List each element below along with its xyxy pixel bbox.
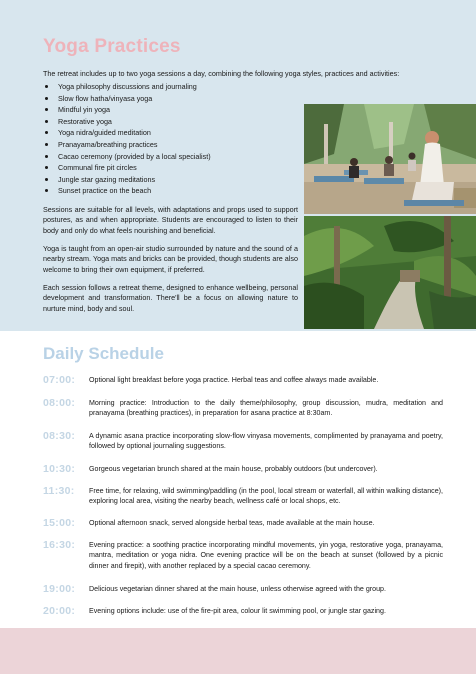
- list-item: Yoga philosophy discussions and journaling: [43, 81, 211, 93]
- schedule-text: Gorgeous vegetarian brunch shared at the main house, probably outdoors (but undercover).: [89, 465, 378, 473]
- schedule-text: Morning practice: Introduction to the daily theme/philosophy, group discussion, mudra, meditation and pranayama (breathing practices), in preparation for asana practice at 8:30am.: [89, 399, 443, 418]
- jungle-path-photo: [304, 216, 476, 329]
- practices-list: [43, 81, 211, 197]
- list-item: Restorative yoga: [43, 116, 211, 128]
- footer-band: [0, 628, 476, 674]
- schedule-time: 15:00:: [43, 517, 76, 529]
- schedule-text: Free time, for relaxing, wild swimming/paddling (in the pool, local stream or waterfall, all within walking distance), exploring local area, visiting the nearby beach, wellness café or local shops, etc.: [89, 487, 443, 506]
- schedule-time: 19:00:: [43, 583, 76, 595]
- list-item: Pranayama/breathing practices: [43, 139, 211, 151]
- schedule-time: 16:30:: [43, 539, 76, 551]
- list-item: Slow flow hatha/vinyasa yoga: [43, 93, 211, 105]
- schedule-text: Optional afternoon snack, served alongside herbal teas, made available at the main house.: [89, 519, 375, 527]
- yoga-studio-photo: [304, 104, 476, 214]
- schedule-time: 11:30:: [43, 485, 75, 497]
- practices-intro: The retreat includes up to two yoga sessions a day, combining the following yoga styles, practices and activities:: [43, 69, 400, 78]
- schedule-text: Evening options include: use of the fire-pit area, colour lit swimming pool, or jungle star gazing.: [89, 607, 386, 615]
- schedule-text: Evening practice: a soothing practice incorporating mindful movements, yin yoga, restorative yoga, pranayama, mantra, meditation or yoga nidra. One evening practice will be on the beach at sunset (followed by a picnic dinner and firepit), with another replaced by a special cacao ceremony.: [89, 541, 443, 570]
- studio-paragraph: Yoga is taught from an open-air studio surrounded by nature and the sound of a nearby stream. Yoga mats and bricks can be provided, though students are also welcome to bring their own equipment, if preferred.: [43, 244, 298, 274]
- theme-paragraph: Each session follows a retreat theme, designed to enhance wellbeing, personal development and transformation. There'll be a focus on allowing nature to nurture mind, body and soul.: [43, 283, 298, 313]
- schedule-time: 08:00:: [43, 397, 76, 409]
- list-item: Sunset practice on the beach: [43, 185, 211, 197]
- daily-schedule-heading: Daily Schedule: [43, 344, 164, 363]
- list-item: Mindful yin yoga: [43, 104, 211, 116]
- schedule-time: 08:30:: [43, 430, 76, 442]
- list-item: Yoga nidra/guided meditation: [43, 127, 211, 139]
- schedule-time: 07:00:: [43, 374, 76, 386]
- yoga-practices-heading: Yoga Practices: [43, 36, 181, 57]
- schedule-time: 20:00:: [43, 605, 76, 617]
- levels-paragraph: Sessions are suitable for all levels, with adaptations and props used to support postures, as and when appropriate. Students are encouraged to listen to their body and only do what feels nourishing and beneficial.: [43, 205, 298, 235]
- schedule-text: Delicious vegetarian dinner shared at the main house, unless otherwise agreed with the group.: [89, 585, 386, 593]
- list-item: Cacao ceremony (provided by a local specialist): [43, 151, 211, 163]
- list-item: Jungle star gazing meditations: [43, 174, 211, 186]
- schedule-text: A dynamic asana practice incorporating slow-flow vinyasa movements, complimented by pranayama and poetry, followed by optional journaling suggestions.: [89, 432, 443, 451]
- list-item: Communal fire pit circles: [43, 162, 211, 174]
- schedule-time: 10:30:: [43, 463, 76, 475]
- schedule-text: Optional light breakfast before yoga practice. Herbal teas and coffee always made available.: [89, 376, 379, 384]
